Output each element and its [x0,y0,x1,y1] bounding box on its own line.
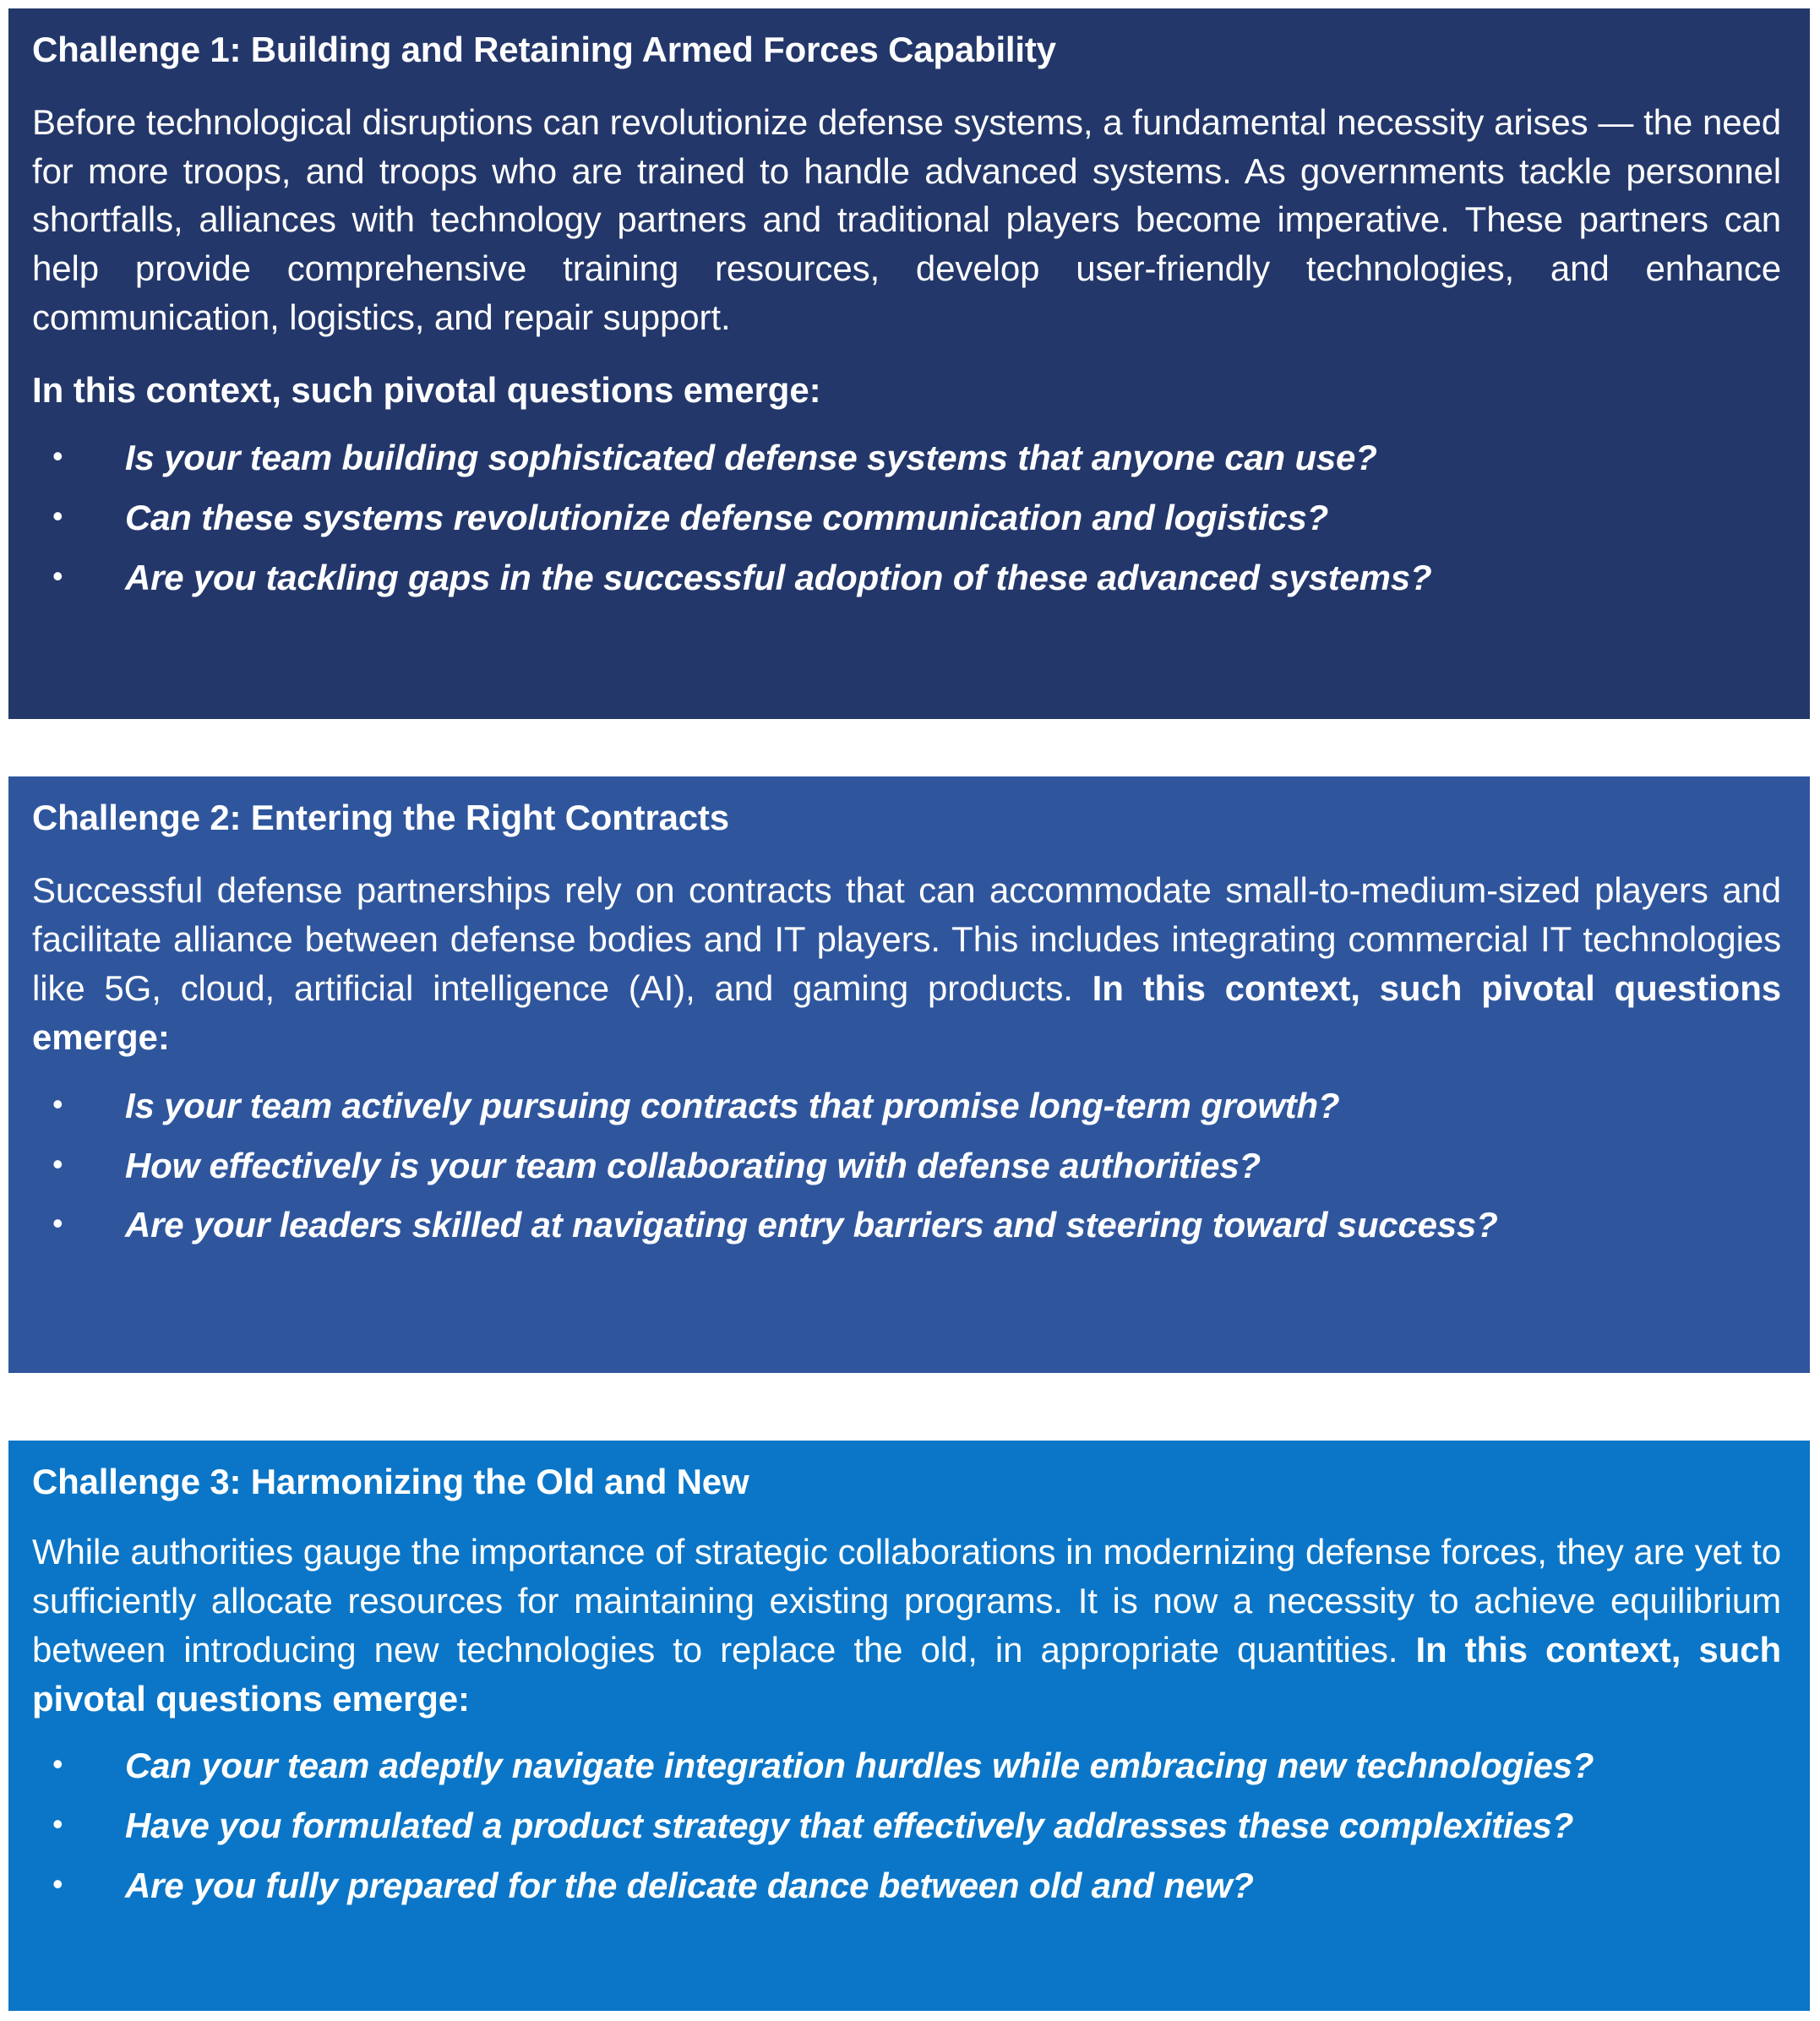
bullet-icon: • [52,1746,63,1781]
challenge-1-question-1: Is your team building sophisticated defense systems that anyone can use? [125,437,1377,477]
challenge-2-title: Challenge 2: Entering the Right Contracts [32,798,729,838]
challenge-2-lead-question-intro: In this context, such pivotal questions emerge: [32,967,1782,1057]
list-item [32,1144,1781,1189]
challenge-3-lead-question-intro: In this context, such pivotal questions emerge: [32,1630,1781,1719]
challenge-1-question-list [32,414,1781,601]
bullet-icon: • [52,1866,63,1901]
list-item [32,1203,1781,1248]
challenge-1-lead-question-intro: In this context, such pivotal questions emerge: [32,370,821,411]
challenge-3-question-2: Have you formulated a product strategy that effectively addresses these complexities? [125,1805,1574,1845]
bullet-icon: • [52,1086,63,1121]
list-item [32,1744,1781,1789]
challenge-1-question-2: Can these systems revolutionize defense communication and logistics? [125,497,1329,537]
challenge-3-body [32,1502,1781,1724]
challenge-1-question-3: Are you tackling gaps in the successful adoption of these advanced systems? [125,557,1432,597]
challenge-panel-2 [8,776,1810,1372]
list-item [32,496,1781,541]
list-item [32,1804,1781,1849]
challenge-3-title: Challenge 3: Harmonizing the Old and New [32,1461,749,1501]
list-item [32,1864,1781,1909]
challenge-3-body-text: While authorities gauge the importance of strategic collaborations in modernizing defense forces, they are yet to sufficiently allocate resources for maintaining existing programs. It is now a necessity to achieve equilibrium between introducing new technologies to replace the old, in appropriate quantities. [32,1532,1781,1670]
list-item [32,556,1781,601]
challenge-1-title: Challenge 1: Building and Retaining Armed Forces Capability [32,30,1056,69]
challenge-panel-3 [8,1441,1810,2011]
challenge-2-question-1: Is your team actively pursuing contracts that promise long-term growth? [125,1085,1340,1125]
challenge-3-question-3: Are you fully prepared for the delicate dance between old and new? [125,1865,1254,1905]
challenge-1-body: Before technological disruptions can revolutionize defense systems, a fundamental necessity arises — the need for more troops, and troops who are trained to handle advanced systems. As governments tackle personnel shortfalls, alliances with technology partners and traditional players become imperative. These partners can help provide comprehensive training resources, develop user-friendly technologies, and enhance communication, logistics, and repair support. [32,101,1781,338]
bullet-icon: • [52,1206,63,1241]
bullet-icon: • [52,438,63,473]
bullet-icon: • [52,1146,63,1181]
challenge-2-question-3: Are your leaders skilled at navigating entry barriers and steering toward success? [125,1205,1498,1245]
challenge-3-question-list [32,1724,1781,1909]
list-item [32,436,1781,481]
challenge-2-question-list [32,1062,1781,1249]
bullet-icon: • [52,498,63,533]
challenge-panel-1 [8,8,1810,719]
list-item [32,1084,1781,1129]
challenge-3-question-1: Can your team adeptly navigate integration hurdles while embracing new technologies? [125,1745,1594,1785]
challenge-2-question-2: How effectively is your team collaborating with defense authorities? [125,1145,1261,1185]
challenge-2-body [32,839,1781,1062]
bullet-icon: • [52,558,63,593]
challenge-2-body-text: Successful defense partnerships rely on contracts that can accommodate small-to-medium-sized players and facilitate alliance between defense bodies and IT players. This includes integrating commercial IT technologies like 5G, cloud, artificial intelligence (AI), and gaming products. [32,869,1781,1008]
bullet-icon: • [52,1806,63,1841]
